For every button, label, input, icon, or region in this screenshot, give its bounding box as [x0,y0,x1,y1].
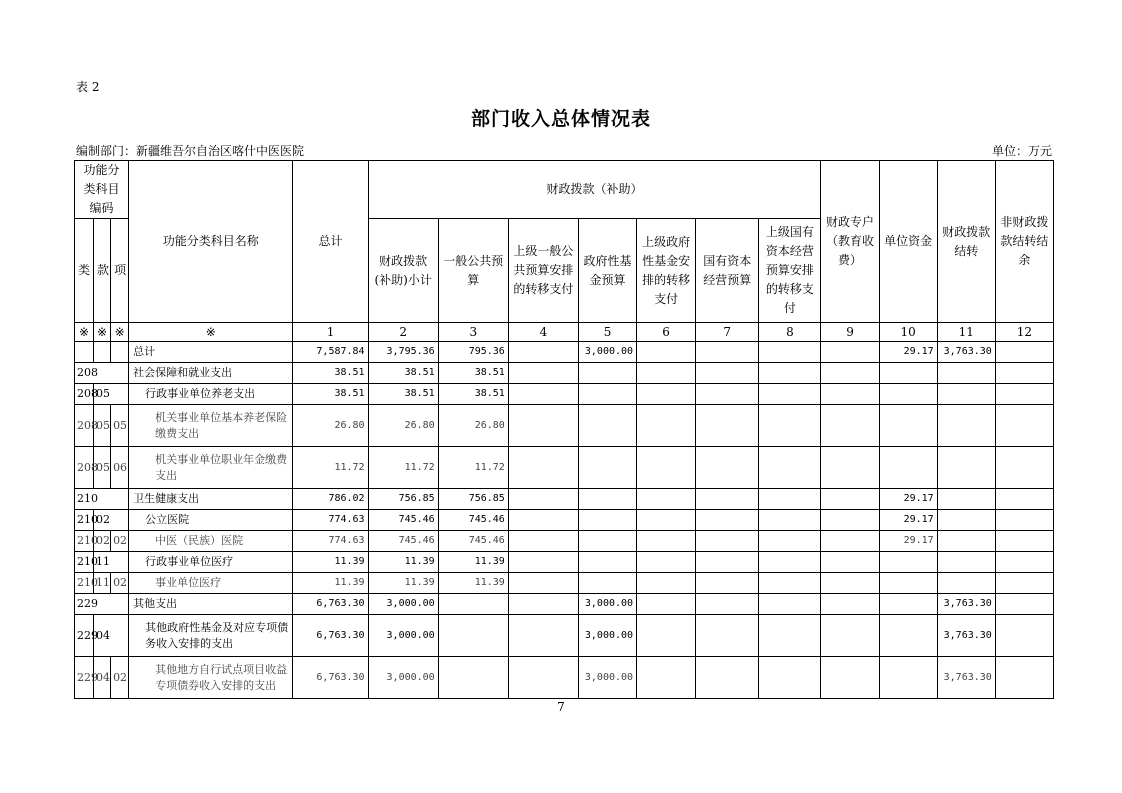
subject-name-cell: 其他地方自行试点项目收益专项债券收入安排的支出 [129,657,293,699]
code-lei-cell: 210 [75,489,129,510]
code-kuan-cell: 02 [94,531,111,552]
amount-cell-col-5 [578,573,636,594]
amount-cell-col-10: 29.17 [879,531,937,552]
amount-cell-col-12 [995,552,1053,573]
amount-cell-col-8 [759,594,821,615]
amount-cell-col-5 [578,489,636,510]
amount-cell-col-7 [696,405,759,447]
amount-cell-col-5: 3,000.00 [578,342,636,363]
amount-cell-col-10 [879,447,937,489]
amount-cell-col-7 [696,363,759,384]
amount-cell-col-3 [438,615,508,657]
amount-cell-col-2: 11.39 [368,573,438,594]
header-gov-fund: 政府性基金预算 [578,219,636,323]
amount-cell-col-12 [995,405,1053,447]
amount-cell-col-2: 3,000.00 [368,657,438,699]
amount-cell-col-4 [508,531,578,552]
code-lei-cell: 229 [75,657,94,699]
amount-cell-col-9 [821,615,879,657]
amount-cell-col-2: 756.85 [368,489,438,510]
amount-cell-col-5 [578,405,636,447]
table-row [75,342,1054,363]
amount-cell-col-6 [637,657,696,699]
amount-cell-col-10: 29.17 [879,342,937,363]
table-row [75,447,1054,489]
amount-cell-col-7 [696,342,759,363]
header-fiscal-special: 财政专户（教育收费） [821,161,879,323]
amount-cell-col-12 [995,363,1053,384]
table-row [75,552,1054,573]
amount-cell-col-1: 38.51 [293,363,368,384]
index-cell: 2 [368,323,438,342]
amount-cell-col-1: 774.63 [293,531,368,552]
amount-cell-col-6 [637,573,696,594]
amount-cell-col-6 [637,531,696,552]
table-row [75,510,1054,531]
amount-cell-col-8 [759,573,821,594]
table-row [75,657,1054,699]
amount-cell-col-11: 3,763.30 [937,594,995,615]
amount-cell-col-9 [821,594,879,615]
subject-name-cell: 卫生健康支出 [129,489,293,510]
amount-cell-col-3: 26.80 [438,405,508,447]
amount-cell-col-4 [508,594,578,615]
subject-name-cell: 行政事业单位养老支出 [129,384,293,405]
amount-cell-col-10 [879,615,937,657]
amount-cell-col-4 [508,342,578,363]
amount-cell-col-8 [759,405,821,447]
amount-cell-col-3 [438,594,508,615]
amount-cell-col-9 [821,510,879,531]
header-fiscal-group: 财政拨款（补助） [368,161,821,219]
amount-cell-col-11 [937,447,995,489]
amount-cell-col-3: 745.46 [438,510,508,531]
amount-cell-col-7 [696,552,759,573]
index-cell: 6 [637,323,696,342]
amount-cell-col-4 [508,657,578,699]
code-xiang-cell: 02 [111,657,129,699]
amount-cell-col-4 [508,615,578,657]
amount-cell-col-12 [995,531,1053,552]
amount-cell-col-2: 3,000.00 [368,594,438,615]
code-lei-cell: 229 [75,594,129,615]
amount-cell-col-6 [637,489,696,510]
header-xiang: 项 [111,219,129,323]
index-cell: 7 [696,323,759,342]
code-kuan-cell: 11 [94,573,111,594]
amount-cell-col-11 [937,489,995,510]
amount-cell-col-9 [821,405,879,447]
amount-cell-col-12 [995,594,1053,615]
amount-cell-col-4 [508,405,578,447]
amount-cell-col-9 [821,363,879,384]
amount-cell-col-1: 7,587.84 [293,342,368,363]
amount-cell-col-3 [438,657,508,699]
code-kuan-cell: 04 [94,615,129,657]
code-kuan-cell: 05 [94,405,111,447]
subject-name-cell: 机关事业单位基本养老保险缴费支出 [129,405,293,447]
amount-cell-col-12 [995,384,1053,405]
subject-name-cell: 行政事业单位医疗 [129,552,293,573]
page-number: 7 [557,700,565,714]
table-row [75,489,1054,510]
amount-cell-col-8 [759,342,821,363]
header-unit-funds: 单位资金 [879,161,937,323]
currency-unit: 单位：万元 [991,144,1052,158]
amount-cell-col-7 [696,594,759,615]
amount-cell-col-5: 3,000.00 [578,657,636,699]
amount-cell-col-4 [508,573,578,594]
amount-cell-col-2: 3,000.00 [368,615,438,657]
amount-cell-col-3: 38.51 [438,384,508,405]
amount-cell-col-4 [508,384,578,405]
amount-cell-col-9 [821,573,879,594]
amount-cell-col-3: 38.51 [438,363,508,384]
amount-cell-col-9 [821,384,879,405]
index-cell: 8 [759,323,821,342]
subject-name-cell: 其他政府性基金及对应专项债务收入安排的支出 [129,615,293,657]
amount-cell-col-4 [508,363,578,384]
amount-cell-col-12 [995,615,1053,657]
header-state-capital: 国有资本经营预算 [696,219,759,323]
compiling-department: 编制部门：新疆维吾尔自治区喀什中医医院 [76,144,305,158]
amount-cell-col-9 [821,342,879,363]
amount-cell-col-12 [995,489,1053,510]
page-title: 部门收入总体情况表 [470,108,651,130]
amount-cell-col-11 [937,552,995,573]
subject-name-cell: 中医（民族）医院 [129,531,293,552]
amount-cell-col-11 [937,384,995,405]
amount-cell-col-10 [879,552,937,573]
code-kuan-cell [94,342,111,363]
amount-cell-col-11 [937,363,995,384]
header-general-budget: 一般公共预算 [438,219,508,323]
subject-name-cell: 事业单位医疗 [129,573,293,594]
amount-cell-col-6 [637,552,696,573]
header-upper-capital-transfer: 上级国有资本经营预算安排的转移支付 [759,219,821,323]
column-index-row [75,323,1054,342]
code-xiang-cell: 05 [111,405,129,447]
amount-cell-col-5 [578,363,636,384]
amount-cell-col-6 [637,447,696,489]
amount-cell-col-4 [508,510,578,531]
amount-cell-col-2: 745.46 [368,510,438,531]
amount-cell-col-7 [696,489,759,510]
code-kuan-cell: 04 [94,657,111,699]
amount-cell-col-5 [578,552,636,573]
amount-cell-col-6 [637,615,696,657]
amount-cell-col-5 [578,384,636,405]
amount-cell-col-10 [879,657,937,699]
amount-cell-col-12 [995,447,1053,489]
amount-cell-col-11: 3,763.30 [937,657,995,699]
code-lei-cell: 210 [75,531,94,552]
subject-name-cell: 机关事业单位职业年金缴费支出 [129,447,293,489]
index-cell: 1 [293,323,368,342]
amount-cell-col-7 [696,657,759,699]
amount-cell-col-1: 774.63 [293,510,368,531]
code-lei-cell: 208 [75,384,94,405]
index-cell: 12 [995,323,1053,342]
amount-cell-col-1: 6,763.30 [293,594,368,615]
amount-cell-col-10 [879,594,937,615]
index-cell: 10 [879,323,937,342]
amount-cell-col-7 [696,531,759,552]
amount-cell-col-11 [937,531,995,552]
amount-cell-col-8 [759,657,821,699]
amount-cell-col-1: 6,763.30 [293,657,368,699]
code-xiang-cell: 06 [111,447,129,489]
header-code-group: 功能分类科目编码 [75,161,129,219]
subject-name-cell: 总计 [129,342,293,363]
amount-cell-col-8 [759,552,821,573]
amount-cell-col-1: 11.39 [293,552,368,573]
amount-cell-col-6 [637,363,696,384]
amount-cell-col-12 [995,510,1053,531]
amount-cell-col-5: 3,000.00 [578,615,636,657]
amount-cell-col-12 [995,573,1053,594]
amount-cell-col-7 [696,384,759,405]
amount-cell-col-7 [696,615,759,657]
table-row [75,573,1054,594]
table-row [75,594,1054,615]
amount-cell-col-6 [637,405,696,447]
amount-cell-col-12 [995,342,1053,363]
amount-cell-col-8 [759,363,821,384]
table-number: 表 2 [76,80,100,94]
amount-cell-col-10 [879,405,937,447]
subject-name-cell: 其他支出 [129,594,293,615]
amount-cell-col-7 [696,447,759,489]
amount-cell-col-12 [995,657,1053,699]
code-lei-cell: 208 [75,363,129,384]
amount-cell-col-3: 745.46 [438,531,508,552]
amount-cell-col-1: 11.39 [293,573,368,594]
amount-cell-col-10: 29.17 [879,510,937,531]
code-lei-cell: 210 [75,573,94,594]
code-lei-cell: 229 [75,615,94,657]
code-kuan-cell: 05 [94,447,111,489]
amount-cell-col-2: 745.46 [368,531,438,552]
header-lei: 类 [75,219,94,323]
table-body [75,342,1054,699]
code-lei-cell: 210 [75,552,94,573]
header-upper-fund-transfer: 上级政府性基金安排的转移支付 [637,219,696,323]
amount-cell-col-11: 3,763.30 [937,615,995,657]
amount-cell-col-2: 38.51 [368,384,438,405]
amount-cell-col-8 [759,615,821,657]
amount-cell-col-6 [637,342,696,363]
index-cell: 9 [821,323,879,342]
subject-name-cell: 公立医院 [129,510,293,531]
index-cell: ※ [129,323,293,342]
header-fiscal-subtotal: 财政拨款(补助)小计 [368,219,438,323]
amount-cell-col-10 [879,363,937,384]
amount-cell-col-3: 11.39 [438,552,508,573]
amount-cell-col-5: 3,000.00 [578,594,636,615]
code-lei-cell [75,342,94,363]
amount-cell-col-3: 795.36 [438,342,508,363]
amount-cell-col-9 [821,552,879,573]
table-row [75,405,1054,447]
amount-cell-col-10 [879,573,937,594]
amount-cell-col-2: 3,795.36 [368,342,438,363]
code-xiang-cell [111,342,129,363]
amount-cell-col-4 [508,489,578,510]
amount-cell-col-7 [696,510,759,531]
header-kuan: 款 [94,219,111,323]
amount-cell-col-5 [578,531,636,552]
header-subject-name: 功能分类科目名称 [129,161,293,323]
amount-cell-col-8 [759,447,821,489]
amount-cell-col-11 [937,405,995,447]
amount-cell-col-3: 756.85 [438,489,508,510]
code-lei-cell: 210 [75,510,94,531]
amount-cell-col-2: 26.80 [368,405,438,447]
amount-cell-col-3: 11.39 [438,573,508,594]
amount-cell-col-1: 11.72 [293,447,368,489]
amount-cell-col-8 [759,489,821,510]
index-cell: 5 [578,323,636,342]
subject-name-cell: 社会保障和就业支出 [129,363,293,384]
code-kuan-cell: 02 [94,510,129,531]
table-row [75,384,1054,405]
index-cell: ※ [111,323,129,342]
amount-cell-col-8 [759,510,821,531]
amount-cell-col-11: 3,763.30 [937,342,995,363]
amount-cell-col-3: 11.72 [438,447,508,489]
amount-cell-col-9 [821,531,879,552]
amount-cell-col-1: 38.51 [293,384,368,405]
table-row [75,531,1054,552]
amount-cell-col-6 [637,594,696,615]
index-cell: ※ [75,323,94,342]
amount-cell-col-1: 786.02 [293,489,368,510]
amount-cell-col-9 [821,657,879,699]
code-lei-cell: 208 [75,405,94,447]
index-cell: 11 [937,323,995,342]
amount-cell-col-8 [759,384,821,405]
amount-cell-col-6 [637,510,696,531]
table-row [75,615,1054,657]
amount-cell-col-7 [696,573,759,594]
code-lei-cell: 208 [75,447,94,489]
amount-cell-col-9 [821,447,879,489]
amount-cell-col-6 [637,384,696,405]
amount-cell-col-11 [937,510,995,531]
amount-cell-col-5 [578,447,636,489]
table-row [75,363,1054,384]
amount-cell-col-1: 26.80 [293,405,368,447]
amount-cell-col-1: 6,763.30 [293,615,368,657]
code-xiang-cell: 02 [111,573,129,594]
header-nonfiscal-carryover: 非财政拨款结转结余 [995,161,1053,323]
header-total: 总计 [293,161,368,323]
amount-cell-col-2: 11.39 [368,552,438,573]
amount-cell-col-10: 29.17 [879,489,937,510]
header-fiscal-carryover: 财政拨款结转 [937,161,995,323]
index-cell: ※ [94,323,111,342]
amount-cell-col-4 [508,552,578,573]
index-cell: 4 [508,323,578,342]
amount-cell-col-5 [578,510,636,531]
code-kuan-cell: 05 [94,384,129,405]
amount-cell-col-4 [508,447,578,489]
amount-cell-col-2: 11.72 [368,447,438,489]
code-kuan-cell: 11 [94,552,129,573]
amount-cell-col-10 [879,384,937,405]
code-xiang-cell: 02 [111,531,129,552]
index-cell: 3 [438,323,508,342]
income-summary-table [74,160,1054,699]
amount-cell-col-2: 38.51 [368,363,438,384]
amount-cell-col-11 [937,573,995,594]
amount-cell-col-9 [821,489,879,510]
header-upper-general-transfer: 上级一般公共预算安排的转移支付 [508,219,578,323]
amount-cell-col-8 [759,531,821,552]
